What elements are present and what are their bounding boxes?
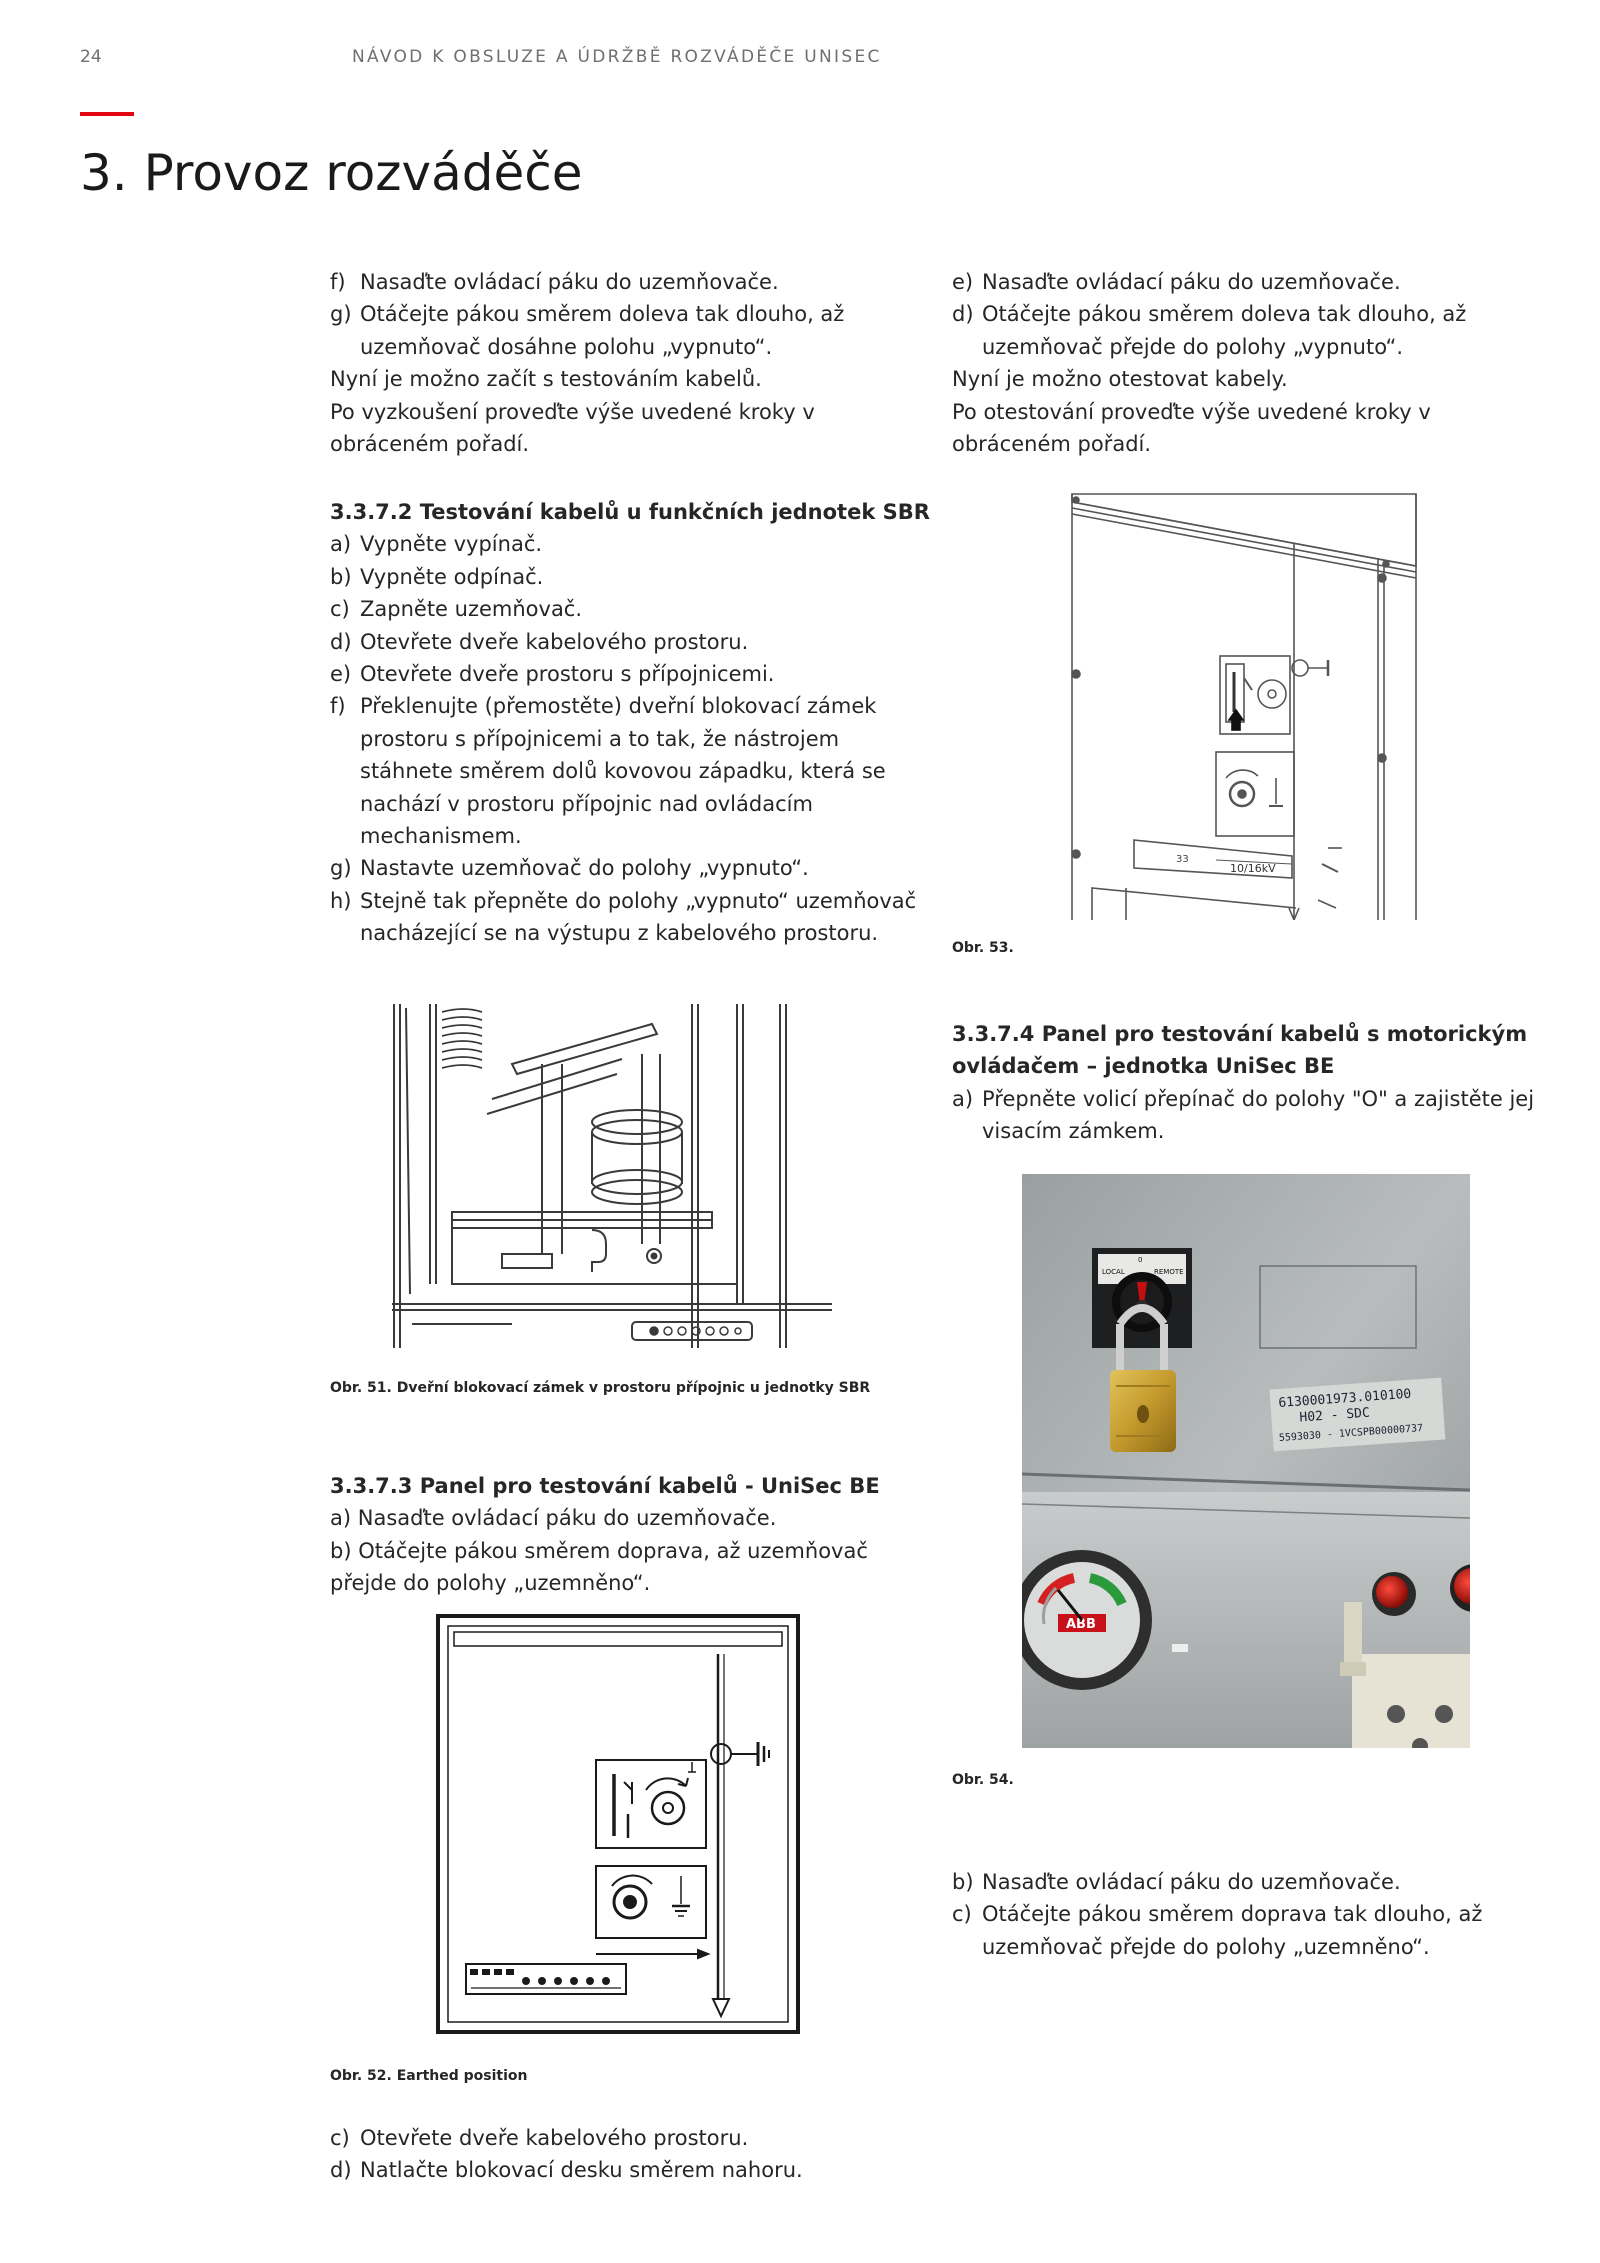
- figure-53-caption: Obr. 53.: [952, 940, 1014, 956]
- right-outro: [952, 1866, 1542, 1963]
- page-number: 24: [80, 47, 102, 67]
- list-item: d) Otevřete dveře kabelového prostoru.: [330, 629, 749, 654]
- list-item: f) Nasaďte ovládací páku do uzemňovače.: [330, 270, 779, 294]
- left-intro: [330, 266, 930, 460]
- figure-54-photo: [1022, 1174, 1470, 1748]
- figure-52-caption: Obr. 52. Earthed position: [330, 2068, 528, 2084]
- figure-54-zero-label: 0: [1138, 1256, 1143, 1264]
- figure-54-caption: Obr. 54.: [952, 1772, 1014, 1788]
- accent-bar: [80, 112, 134, 116]
- figure-54-local-label: LOCAL: [1102, 1268, 1125, 1276]
- list-item: h) Stejně tak přepněte do polohy „vypnuto“ uzemňovač nacházející se na výstupu z kabelového prostoru.: [330, 888, 917, 946]
- list-item: a) Přepněte volicí přepínač do polohy "O" a zajistěte jej visacím zámkem.: [952, 1086, 1535, 1144]
- list-item: b) Vypněte odpínač.: [330, 564, 544, 589]
- list-item: c) Otáčejte pákou směrem doprava tak dlouho, až uzemňovač přejde do polohy „uzemněno“.: [952, 1902, 1483, 1959]
- list-item: g) Otáčejte pákou směrem doleva tak dlouho, až uzemňovač dosáhne polohu „vypnuto“.: [330, 302, 845, 359]
- figure-54-plate-line1: 6130001973.010100: [1277, 1386, 1412, 1411]
- figure-54-remote-label: REMOTE: [1154, 1268, 1184, 1276]
- list-item: d) Natlačte blokovací desku směrem nahoru.: [330, 2158, 803, 2183]
- list-item: c) Otevřete dveře kabelového prostoru.: [330, 2126, 749, 2150]
- figure-53-label-b: 10/16kV: [1230, 862, 1276, 875]
- section-3374: [952, 1018, 1552, 1148]
- list-item: e) Otevřete dveře prostoru s přípojnicemi.: [330, 662, 775, 687]
- figure-51-caption: Obr. 51. Dveřní blokovací zámek v prostoru přípojnic u jednotky SBR: [330, 1380, 871, 1396]
- left-outro: [330, 2122, 930, 2187]
- figure-51-drawing: [392, 1004, 832, 1348]
- paragraph: a) Nasaďte ovládací páku do uzemňovače.: [330, 1506, 777, 1531]
- paragraph: Nyní je možno otestovat kabely.: [952, 367, 1288, 392]
- paragraph: b) Otáčejte pákou směrem doprava, až uzemňovač přejde do polohy „uzemněno“.: [330, 1538, 868, 1596]
- right-intro: [952, 266, 1542, 460]
- paragraph: Po vyzkoušení proveďte výše uvedené kroky v obráceném pořadí.: [330, 399, 815, 457]
- list-item: f) Překlenujte (přemostěte) dveřní blokovací zámek prostoru s přípojnicemi a to tak, že nástrojem stáhnete směrem dolů kovovou západku, která se nachází v prostoru přípojnic nad ovládacím mechanismem.: [330, 694, 886, 849]
- list-item: a) Vypněte vypínač.: [330, 532, 543, 557]
- section-heading: 3.3.7.2 Testování kabelů u funkčních jednotek SBR: [330, 500, 930, 524]
- list-item: b) Nasaďte ovládací páku do uzemňovače.: [952, 1870, 1401, 1894]
- list-item: e) Nasaďte ovládací páku do uzemňovače.: [952, 270, 1401, 294]
- running-header: NÁVOD K OBSLUZE A ÚDRŽBĚ ROZVÁDĚČE UNISEC: [352, 47, 882, 67]
- section-heading: 3.3.7.3 Panel pro testování kabelů - UniSec BE: [330, 1474, 880, 1498]
- list-item: g) Nastavte uzemňovač do polohy „vypnuto“.: [330, 856, 809, 881]
- figure-54-plate-line2: H02 - SDC: [1299, 1405, 1371, 1426]
- figure-53-label-a: 33: [1176, 854, 1189, 865]
- section-3372: [330, 496, 930, 950]
- figure-54-abb-logo: ABB: [1066, 1617, 1096, 1632]
- paragraph: Nyní je možno začít s testováním kabelů.: [330, 367, 762, 392]
- list-item: d) Otáčejte pákou směrem doleva tak dlouho, až uzemňovač přejde do polohy „vypnuto“.: [952, 302, 1467, 359]
- paragraph: Po otestování proveďte výše uvedené kroky v obráceném pořadí.: [952, 399, 1431, 457]
- section-3373: [330, 1470, 930, 1600]
- figure-52-drawing: [436, 1614, 800, 2034]
- list-item: c) Zapněte uzemňovač.: [330, 597, 583, 622]
- section-heading: 3.3.7.4 Panel pro testování kabelů s motorickým ovládačem – jednotka UniSec BE: [952, 1022, 1528, 1079]
- page-title: 3. Provoz rozváděče: [80, 144, 583, 202]
- figure-54-plate-line3: 5593030 - 1VCSPB00000737: [1278, 1422, 1424, 1445]
- figure-53-drawing: [1066, 488, 1422, 920]
